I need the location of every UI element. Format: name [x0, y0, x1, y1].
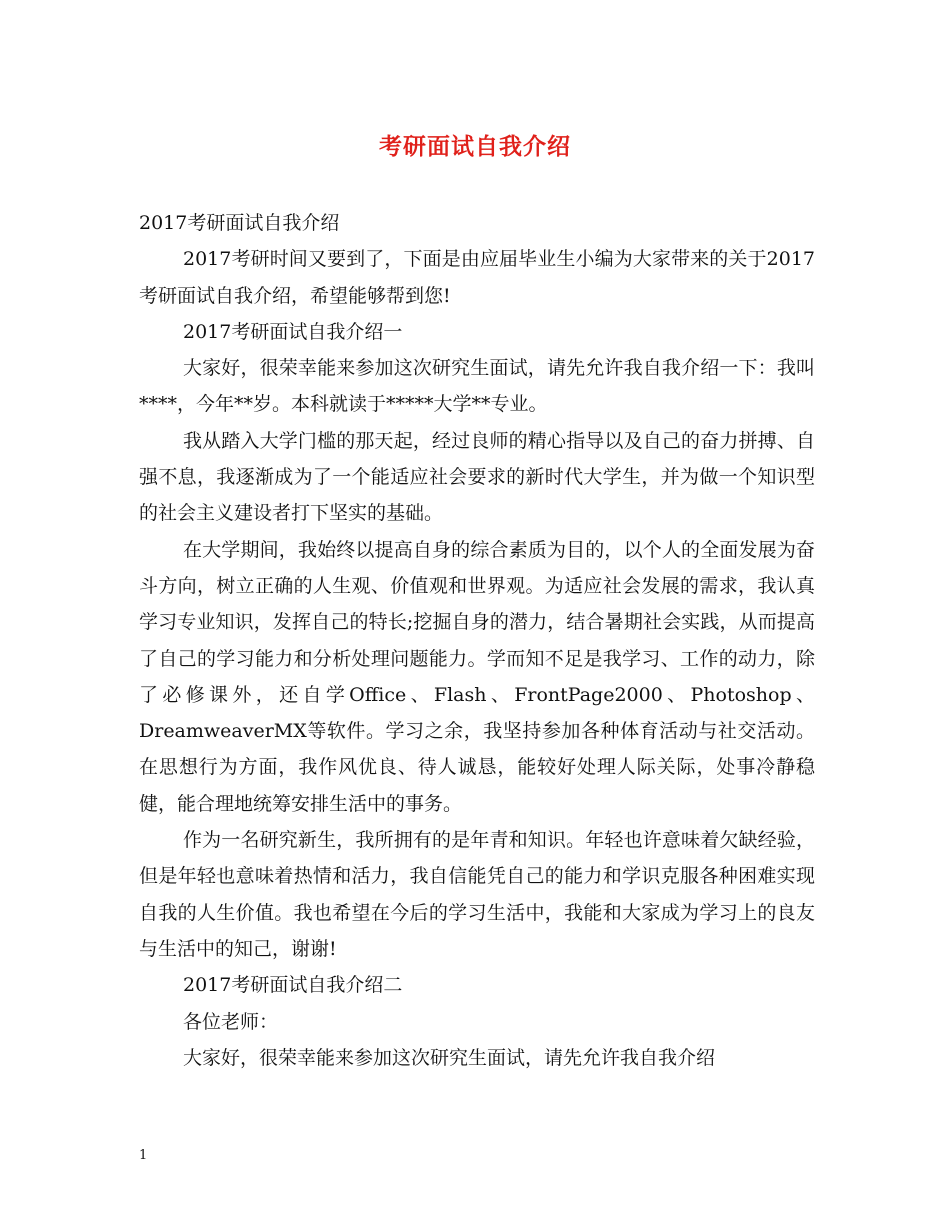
paragraph: 作为一名研究新生，我所拥有的是年青和知识。年轻也许意味着欠缺经验，但是年轻也意味着热情和活力，我自信能凭自己的能力和学识克服各种困难实现自我的人生价值。我也希望在今后的学习生活中，我能和大家成为学习上的良友与生活中的知己，谢谢! [139, 829, 815, 960]
document-body [139, 205, 815, 1076]
page-number: 1 [139, 1148, 148, 1163]
paragraph: 2017考研面试自我介绍二 [183, 974, 403, 997]
paragraph: 2017考研面试自我介绍 [139, 212, 340, 234]
paragraph: 我从踏入大学门槛的那天起，经过良师的精心指导以及自己的奋力拼搏、自强不息，我逐渐成为了一个能适应社会要求的新时代大学生，并为做一个知识型的社会主义建设者打下坚实的基础。 [139, 429, 815, 525]
paragraph: 2017考研面试自我介绍一 [183, 320, 403, 343]
document-title: 考研面试自我介绍 [379, 133, 571, 160]
paragraph: 2017考研时间又要到了，下面是由应届毕业生小编为大家带来的关于2017考研面试自我介绍，希望能够帮到您! [139, 248, 815, 307]
paragraph: 大家好，很荣幸能来参加这次研究生面试，请先允许我自我介绍 [183, 1046, 716, 1069]
paragraph: 在大学期间，我始终以提高自身的综合素质为目的，以个人的全面发展为奋斗方向，树立正确的人生观、价值观和世界观。为适应社会发展的需求，我认真学习专业知识，发挥自己的特长;挖掘自身的潜力，结合暑期社会实践，从而提高了自己的学习能力和分析处理问题能力。学而知不足是我学习、工作的动力，除了必修课外，还自学Office、Flash、FrontPage2000、Photoshop、DreamweaverMX等软件。学习之余，我坚持参加各种体育活动与社交活动。在思想行为方面，我作风优良、待人诚恳，能较好处理人际关际，处事冷静稳健，能合理地统筹安排生活中的事务。 [139, 538, 815, 815]
paragraph: 各位老师： [183, 1010, 279, 1033]
paragraph: 大家好，很荣幸能来参加这次研究生面试，请先允许我自我介绍一下：我叫****，今年**岁。本科就读于*****大学**专业。 [139, 357, 815, 416]
